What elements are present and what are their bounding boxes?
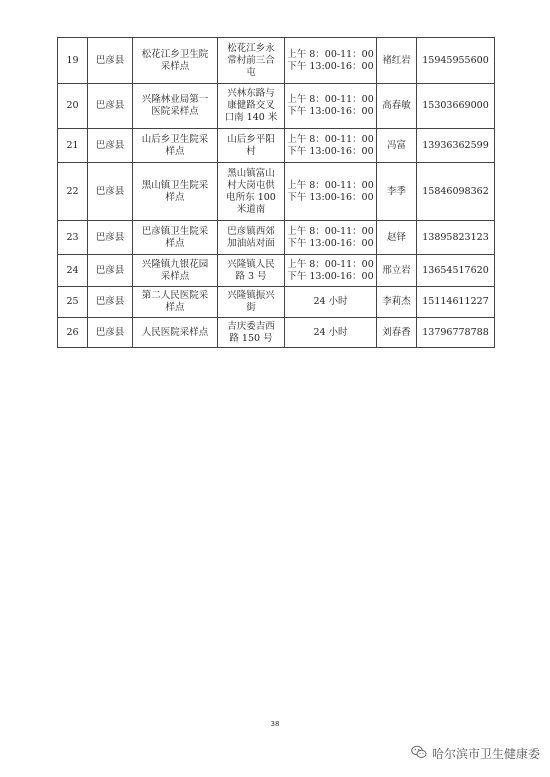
contact-cell: 冯富 — [377, 129, 417, 163]
county-cell: 巴彦县 — [88, 287, 133, 318]
row-number: 24 — [58, 255, 88, 287]
phone-cell: 13936362599 — [417, 129, 495, 163]
wechat-watermark — [411, 745, 540, 762]
address-cell: 兴隆镇振兴 街 — [218, 287, 285, 318]
table-row — [58, 255, 495, 287]
county-cell: 巴彦县 — [88, 255, 133, 287]
site-name-cell: 兴隆镇九银花园 采样点 — [133, 255, 218, 287]
county-cell: 巴彦县 — [88, 163, 133, 221]
contact-cell: 李莉杰 — [377, 287, 417, 318]
sampling-sites-table-container — [57, 37, 494, 348]
hours-cell: 上午 8：00-11：00 下午 13:00-16：00 — [285, 129, 377, 163]
phone-cell: 13796778788 — [417, 318, 495, 348]
contact-cell: 邢立岩 — [377, 255, 417, 287]
address-cell: 松花江乡永 常村前三合 屯 — [218, 38, 285, 84]
row-number: 23 — [58, 221, 88, 255]
table-row — [58, 221, 495, 255]
hours-cell: 上午 8：00-11：00 下午 13:00-16：00 — [285, 38, 377, 84]
address-cell: 兴隆镇人民 路 3 号 — [218, 255, 285, 287]
address-cell: 吉庆委吉西 路 150 号 — [218, 318, 285, 348]
hours-cell: 上午 8：00-11：00 下午 13:00-16：00 — [285, 221, 377, 255]
county-cell: 巴彦县 — [88, 318, 133, 348]
phone-cell: 13895823123 — [417, 221, 495, 255]
table-row — [58, 84, 495, 129]
contact-cell: 李季 — [377, 163, 417, 221]
county-cell: 巴彦县 — [88, 38, 133, 84]
table-row — [58, 318, 495, 348]
hours-cell: 上午 8：00-11：00 下午 13:00-16：00 — [285, 163, 377, 221]
site-name-cell: 松花江乡卫生院 采样点 — [133, 38, 218, 84]
site-name-cell: 第二人民医院采 样点 — [133, 287, 218, 318]
county-cell: 巴彦县 — [88, 84, 133, 129]
watermark-text: 哈尔滨市卫生健康委 — [431, 747, 540, 761]
phone-cell: 15114611227 — [417, 287, 495, 318]
row-number: 19 — [58, 38, 88, 84]
hours-cell: 上午 8：00-11：00 下午 13:00-16：00 — [285, 255, 377, 287]
sampling-sites-table — [57, 37, 495, 348]
table-row — [58, 38, 495, 84]
row-number: 20 — [58, 84, 88, 129]
page-number: 38 — [270, 720, 280, 728]
hours-cell: 上午 8：00-11：00 下午 13:00-16：00 — [285, 84, 377, 129]
contact-cell: 刘春香 — [377, 318, 417, 348]
hours-cell: 24 小时 — [285, 287, 377, 318]
phone-cell: 15945955600 — [417, 38, 495, 84]
wechat-icon — [411, 745, 427, 762]
row-number: 25 — [58, 287, 88, 318]
table-row — [58, 129, 495, 163]
address-cell: 山后乡平阳 村 — [218, 129, 285, 163]
site-name-cell: 山后乡卫生院采 样点 — [133, 129, 218, 163]
county-cell: 巴彦县 — [88, 129, 133, 163]
phone-cell: 15846098362 — [417, 163, 495, 221]
table-row — [58, 163, 495, 221]
site-name-cell: 巴彦镇卫生院采 样点 — [133, 221, 218, 255]
phone-cell: 13654517620 — [417, 255, 495, 287]
address-cell: 黑山镇富山 村大岗屯供 电所东 100 米道南 — [218, 163, 285, 221]
contact-cell: 赵铎 — [377, 221, 417, 255]
contact-cell: 高春敏 — [377, 84, 417, 129]
address-cell: 兴林东路与 康健路交叉 口南 140 米 — [218, 84, 285, 129]
site-name-cell: 人民医院采样点 — [133, 318, 218, 348]
row-number: 22 — [58, 163, 88, 221]
site-name-cell: 兴隆林业局第一 医院采样点 — [133, 84, 218, 129]
address-cell: 巴彦镇西郊 加油站对面 — [218, 221, 285, 255]
row-number: 21 — [58, 129, 88, 163]
hours-cell: 24 小时 — [285, 318, 377, 348]
site-name-cell: 黑山镇卫生院采 样点 — [133, 163, 218, 221]
table-row — [58, 287, 495, 318]
county-cell: 巴彦县 — [88, 221, 133, 255]
phone-cell: 15303669000 — [417, 84, 495, 129]
contact-cell: 褚红岩 — [377, 38, 417, 84]
row-number: 26 — [58, 318, 88, 348]
